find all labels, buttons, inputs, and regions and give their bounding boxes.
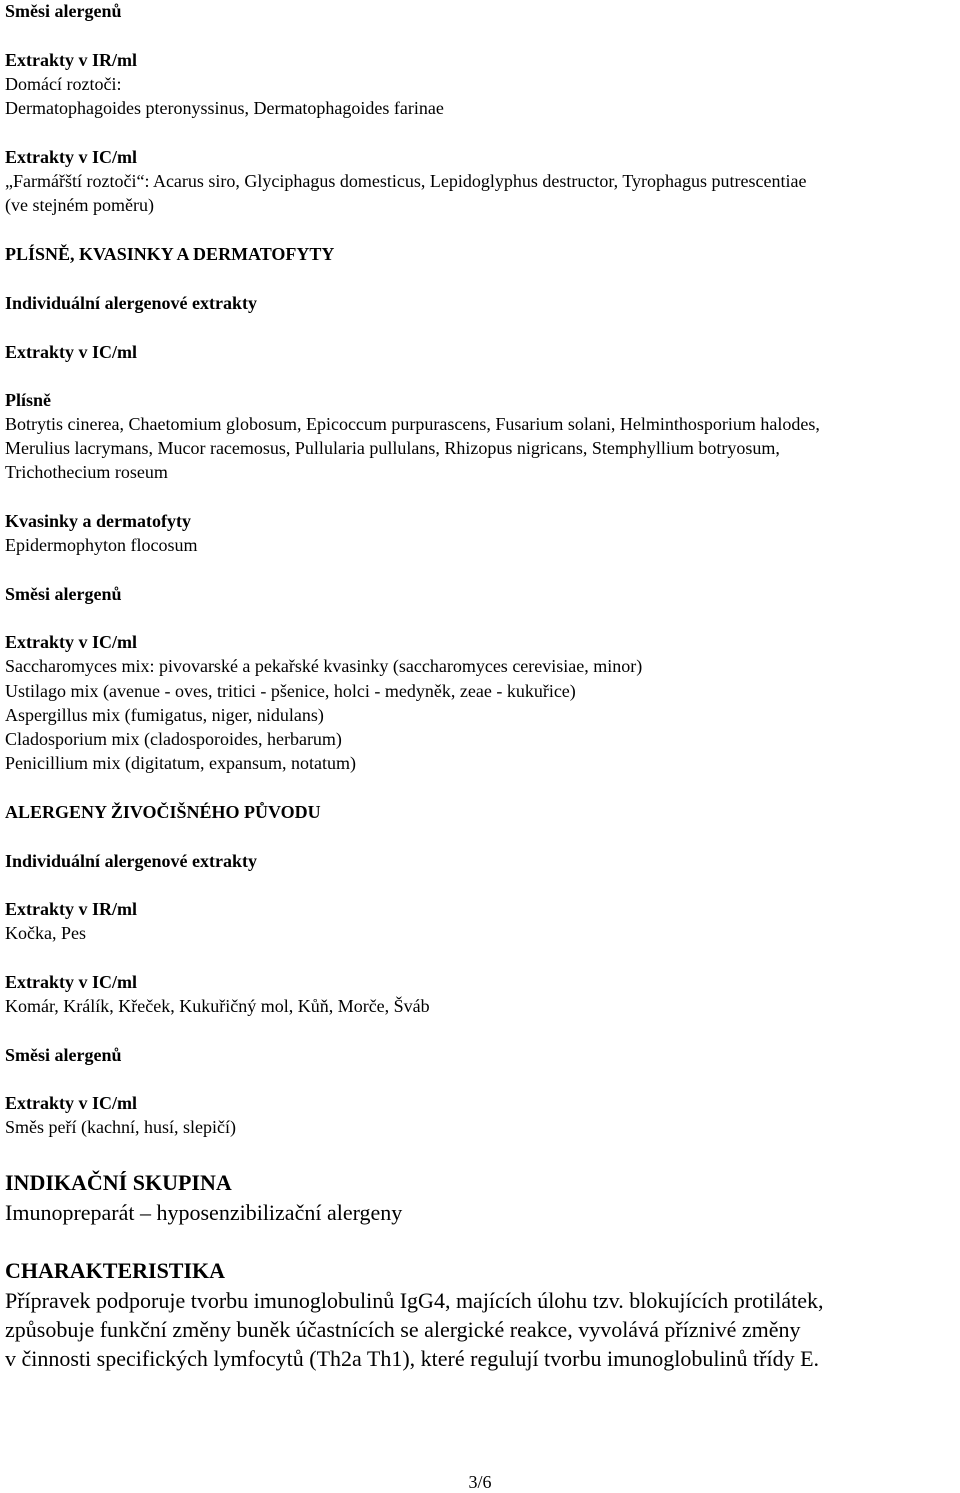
subheading: Směsi alergenů [5, 1045, 122, 1065]
subheading: Individuální alergenové extrakty [5, 851, 258, 871]
text-line: Aspergillus mix (fumigatus, niger, nidulans) [5, 705, 324, 725]
text-line: Kočka, Pes [5, 923, 86, 943]
text-line: Dermatophagoides pteronyssinus, Dermatophagoides farinae [5, 98, 444, 118]
subheading: Kvasinky a dermatofyty [5, 511, 191, 531]
text-line: Imunopreparát – hyposenzibilizační alergeny [5, 1200, 403, 1225]
text-line: „Farmářští roztoči“: Acarus siro, Glyciphagus domesticus, Lepidoglyphus destructor, Tyrophagus putrescentiae [5, 171, 807, 191]
text-line: Směs peří (kachní, husí, slepičí) [5, 1117, 236, 1137]
subheading: Extrakty v IC/ml [5, 1093, 137, 1113]
text-line: Trichothecium roseum [5, 462, 168, 482]
section-heading: PLÍSNĚ, KVASINKY A DERMATOFYTY [5, 244, 335, 264]
text-line: Domácí roztoči: [5, 74, 122, 94]
subheading: Extrakty v IC/ml [5, 632, 137, 652]
page-number: 3/6 [468, 1472, 492, 1492]
text-line: Ustilago mix (avenue - oves, tritici - pšenice, holci - medyněk, zeae - kukuřice) [5, 681, 576, 701]
subheading: Extrakty v IC/ml [5, 147, 137, 167]
text-line: Saccharomyces mix: pivovarské a pekařské kvasinky (saccharomyces cerevisiae, minor) [5, 656, 643, 676]
section-heading: CHARAKTERISTIKA [5, 1258, 226, 1283]
subheading: Extrakty v IC/ml [5, 342, 137, 362]
text-line: v činnosti specifických lymfocytů (Th2a Th1), které regulují tvorbu imunoglobulinů třídy E. [5, 1346, 820, 1371]
text-line: Epidermophyton flocosum [5, 535, 198, 555]
section-heading: INDIKAČNÍ SKUPINA [5, 1170, 232, 1195]
text-line: Přípravek podporuje tvorbu imunoglobulinů IgG4, majících úlohu tzv. blokujících protilátek, [5, 1288, 824, 1313]
subheading: Extrakty v IR/ml [5, 899, 137, 919]
text-line: Penicillium mix (digitatum, expansum, notatum) [5, 753, 356, 773]
text-line: Merulius lacrymans, Mucor racemosus, Pullularia pullulans, Rhizopus nigricans, Stemphyllium botryosum, [5, 438, 780, 458]
text-line: (ve stejném poměru) [5, 195, 154, 215]
text-line: Komár, Králík, Křeček, Kukuřičný mol, Kůň, Morče, Šváb [5, 996, 430, 1016]
text-line: způsobuje funkční změny buněk účastnících se alergické reakce, vyvolává příznivé změny [5, 1317, 801, 1342]
subheading: Individuální alergenové extrakty [5, 293, 258, 313]
subheading: Plísně [5, 390, 52, 410]
text-line: Botrytis cinerea, Chaetomium globosum, Epicoccum purpurascens, Fusarium solani, Helminthosporium halodes, [5, 414, 820, 434]
subheading: Směsi alergenů [5, 584, 122, 604]
subheading: Extrakty v IC/ml [5, 972, 137, 992]
section-heading: ALERGENY ŽIVOČIŠNÉHO PŮVODU [5, 802, 321, 822]
section-heading: Směsi alergenů [5, 1, 122, 21]
subheading: Extrakty v IR/ml [5, 50, 137, 70]
text-line: Cladosporium mix (cladosporoides, herbarum) [5, 729, 342, 749]
